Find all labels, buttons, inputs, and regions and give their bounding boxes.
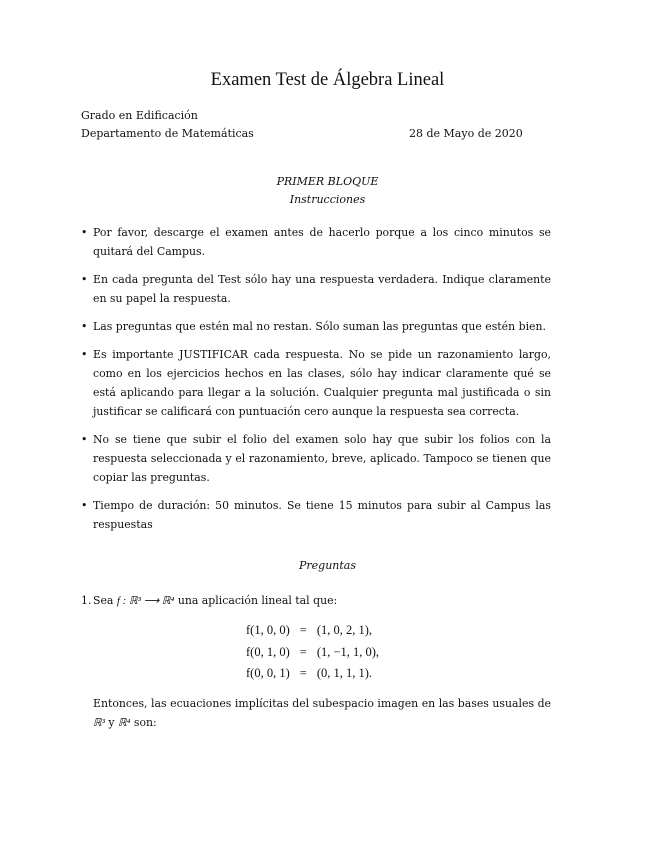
exam-title: Examen Test de Álgebra Lineal <box>210 70 445 90</box>
bullet-icon: • <box>81 226 88 239</box>
question-number: 1. <box>81 594 92 607</box>
bullet-icon: • <box>81 433 88 446</box>
instructions-list <box>81 223 551 543</box>
equation-row: f(0, 1, 0) = (1, −1, 1, 0), <box>246 644 380 659</box>
list-item: • No se tiene que subir el folio del examen solo hay que subir los folios con la respuesta seleccionada y el razonamiento, breve, aplicado. Tampoco se tienen que copiar las preguntas. <box>81 430 551 487</box>
bullet-icon: • <box>81 499 88 512</box>
question-conclusion: Entonces, las ecuaciones implícitas del subespacio imagen en las bases usuales de ℝ³ y ℝ⁴ son: <box>93 697 551 729</box>
list-item: • Es importante JUSTIFICAR cada respuesta. No se pide un razonamiento largo, como en los ejercicios hechos en las clases, sólo hay indicar claramente qué se está aplicando para llegar a la solución. Cualquier pregunta mal justificada o sin justificar se calificará con puntuación cero aunque la respuesta sea correcta. <box>81 345 551 421</box>
bullet-icon: • <box>81 348 88 361</box>
question-1 <box>81 591 551 611</box>
question-intro: Sea f : ℝ³ ⟶ ℝ⁴ una aplicación lineal tal que: <box>93 594 338 607</box>
exam-date: 28 de Mayo de 2020 <box>409 127 523 140</box>
instructions-title: Instrucciones <box>289 193 366 206</box>
list-item: • Las preguntas que estén mal no restan. Sólo suman las preguntas que estén bien. <box>81 317 551 336</box>
questions-heading: Preguntas <box>298 559 356 572</box>
degree-label: Grado en Edificación <box>81 109 198 122</box>
bullet-icon: • <box>81 273 88 286</box>
block-title: PRIMER BLOQUE <box>276 175 379 188</box>
equation-row: f(1, 0, 0) = (1, 0, 2, 1), <box>246 623 373 637</box>
equation-row: f(0, 0, 1) = (0, 1, 1, 1). <box>246 666 373 680</box>
equation-system <box>246 620 379 685</box>
department-label: Departamento de Matemáticas <box>81 127 254 140</box>
linear-map: f : ℝ³ ⟶ ℝ⁴ <box>116 595 175 607</box>
list-item: • En cada pregunta del Test sólo hay una respuesta verdadera. Indique claramente en su papel la respuesta. <box>81 270 551 308</box>
bullet-icon: • <box>81 320 88 333</box>
list-item: • Por favor, descarge el examen antes de hacerlo porque a los cinco minutos se quitará del Campus. <box>81 223 551 261</box>
list-item: • Tiempo de duración: 50 minutos. Se tiene 15 minutos para subir al Campus las respuestas <box>81 496 551 534</box>
